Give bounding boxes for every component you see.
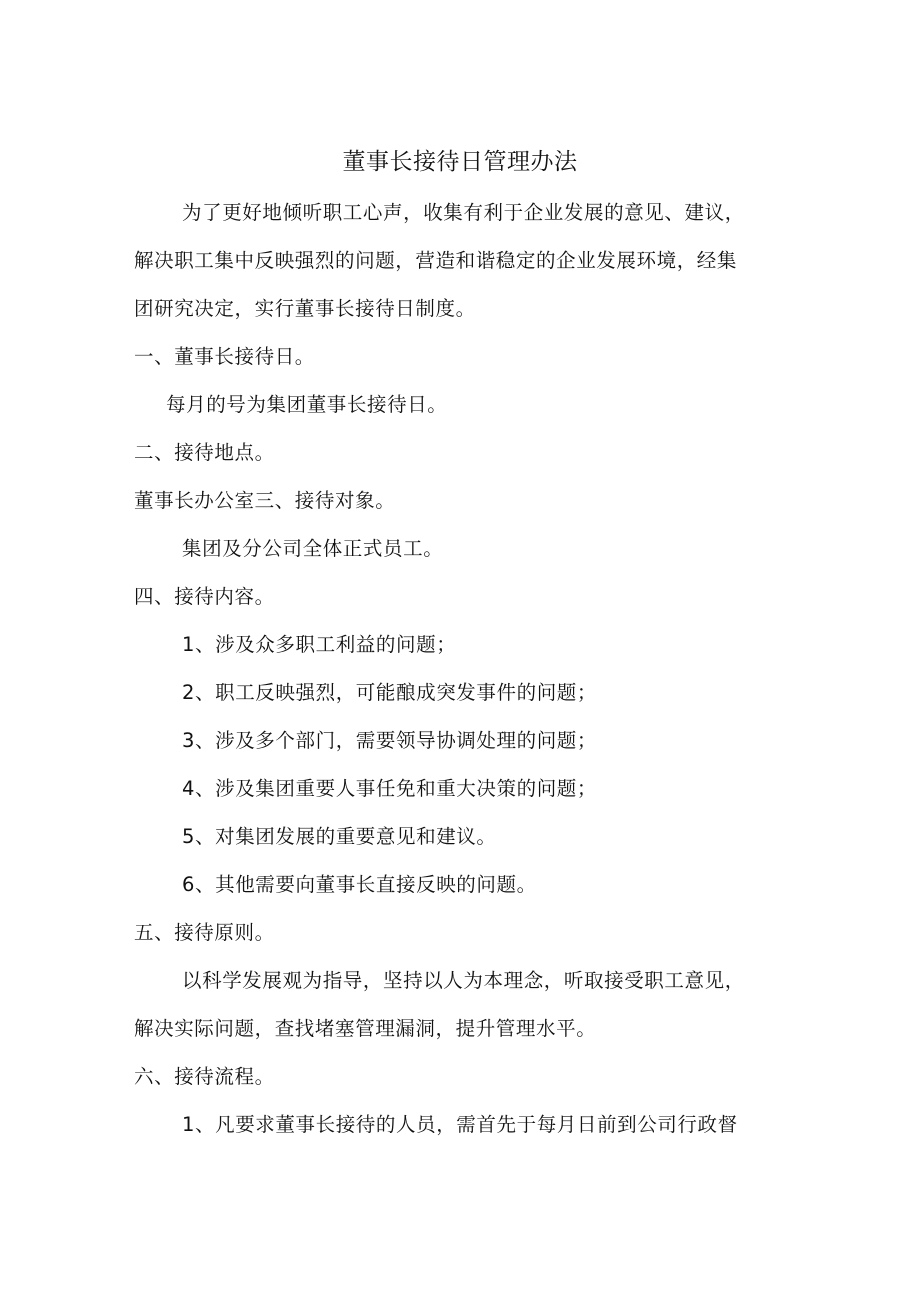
section-heading: 六、接待流程。 xyxy=(134,1065,275,1088)
paragraph-line: 集团及分公司全体正式员工。 xyxy=(182,537,444,560)
section-heading: 五、接待原则。 xyxy=(134,921,275,944)
list-item: 1、凡要求董事长接待的人员，需首先于每月日前到公司行政督 xyxy=(182,1113,738,1136)
paragraph-line: 为了更好地倾听职工心声，收集有利于企业发展的意见、建议， xyxy=(182,201,745,224)
section-heading: 四、接待内容。 xyxy=(134,585,275,608)
paragraph-line: 以科学发展观为指导，坚持以人为本理念，听取接受职工意见， xyxy=(182,969,745,992)
list-item: 2、职工反映强烈，可能酿成突发事件的问题； xyxy=(182,681,598,704)
paragraph-line: 团研究决定，实行董事长接待日制度。 xyxy=(134,297,476,320)
document-title: 董事长接待日管理办法 xyxy=(342,149,578,175)
section-heading: 二、接待地点。 xyxy=(134,441,275,464)
paragraph-line: 解决职工集中反映强烈的问题，营造和谐稳定的企业发展环境，经集 xyxy=(134,249,738,272)
list-item: 3、涉及多个部门，需要领导协调处理的问题； xyxy=(182,729,598,752)
section-heading: 一、董事长接待日。 xyxy=(134,345,315,368)
list-item: 4、涉及集团重要人事任免和重大决策的问题； xyxy=(182,777,598,800)
list-item: 1、涉及众多职工利益的问题； xyxy=(182,633,457,656)
list-item: 6、其他需要向董事长直接反映的问题。 xyxy=(182,873,537,896)
paragraph-line: 解决实际问题，查找堵塞管理漏洞，提升管理水平。 xyxy=(134,1017,597,1040)
list-item: 5、对集团发展的重要意见和建议。 xyxy=(182,825,497,848)
paragraph-line: 每月的号为集团董事长接待日。 xyxy=(166,393,448,416)
paragraph-line: 董事长办公室三、接待对象。 xyxy=(134,489,396,512)
